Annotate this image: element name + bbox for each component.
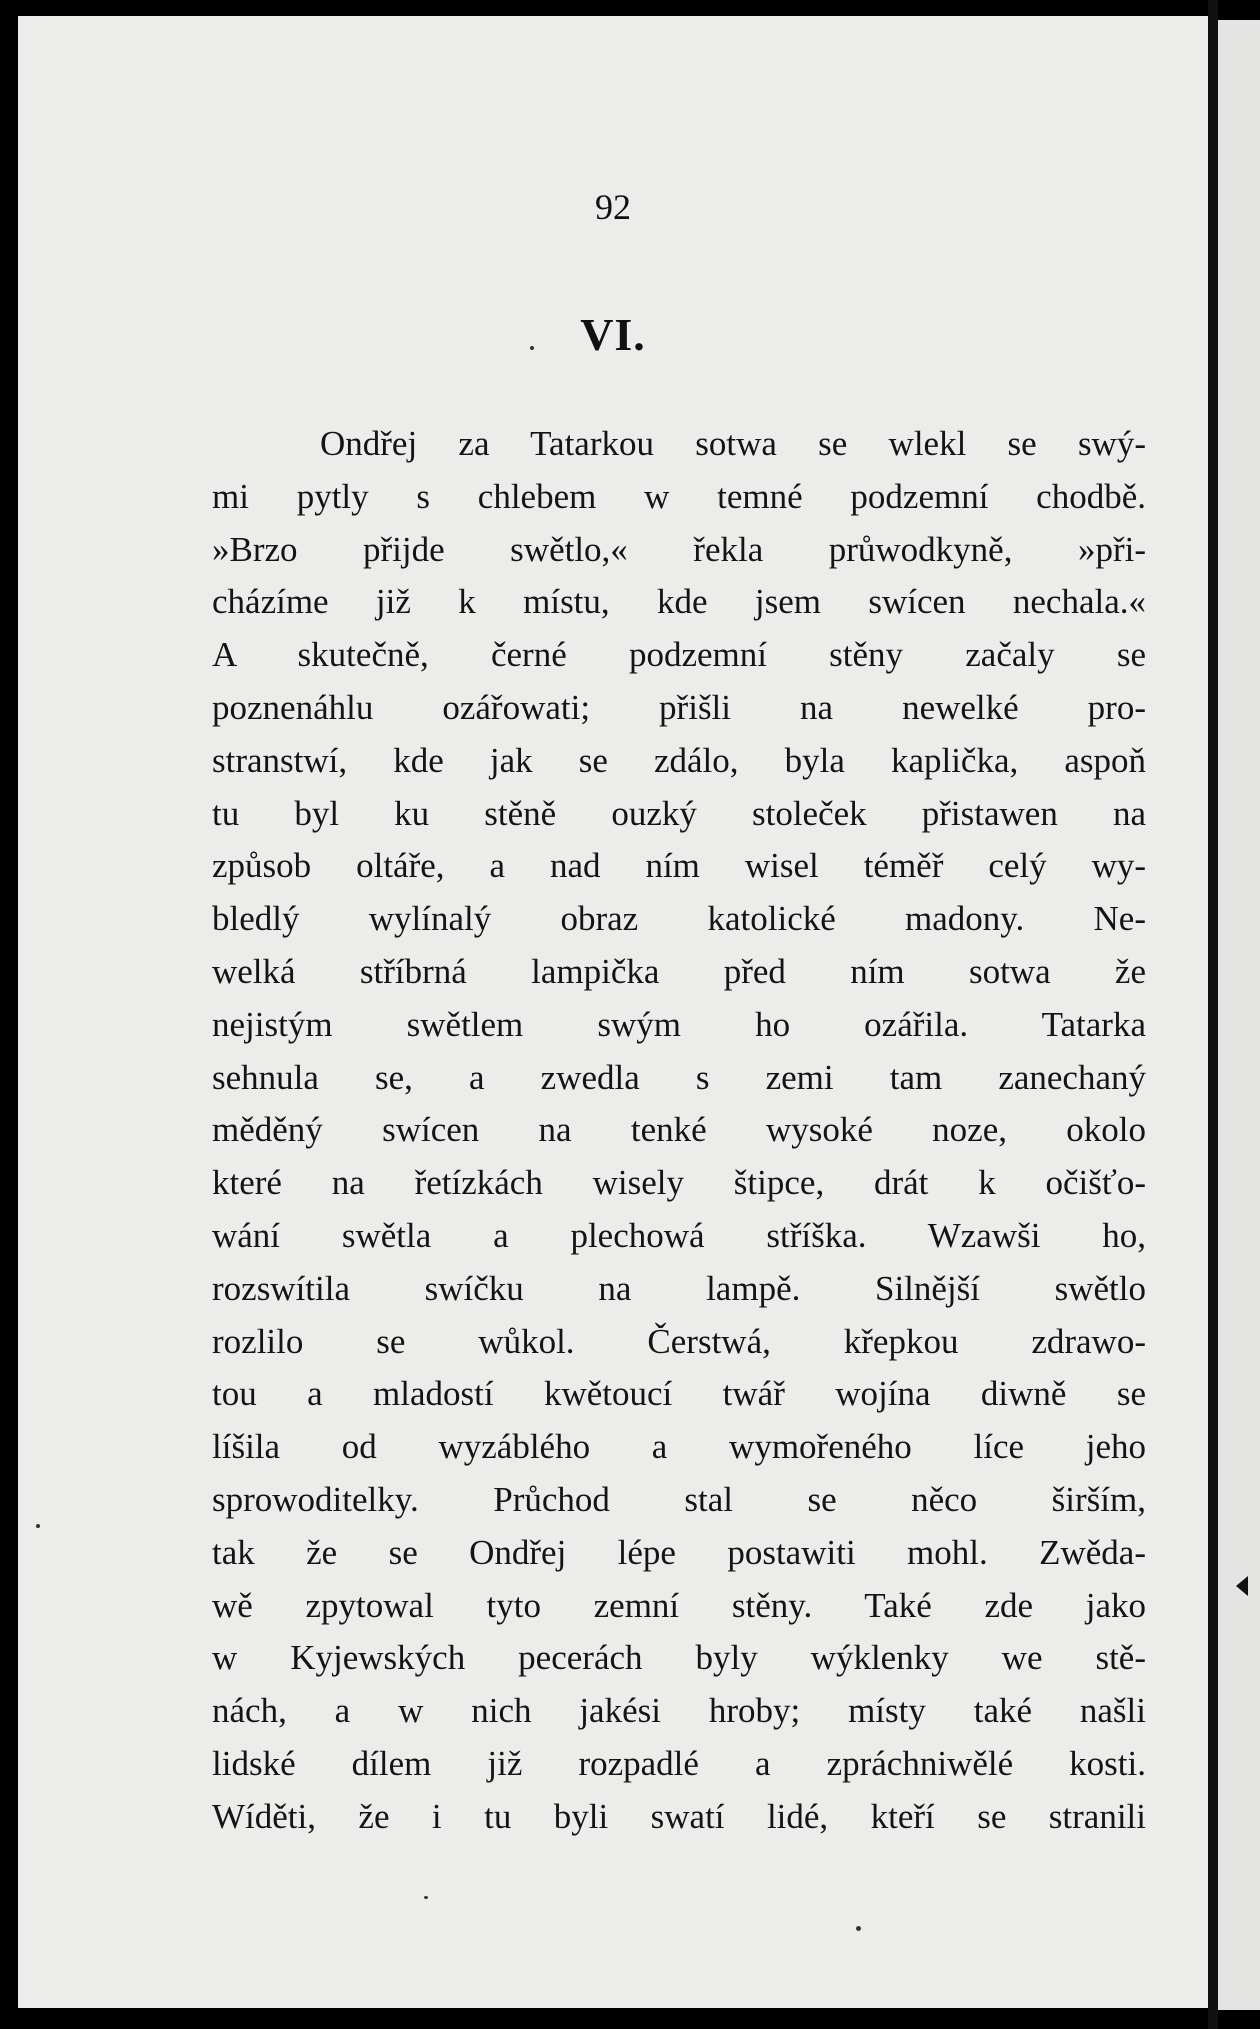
text-line: mi pytly s chlebem w temné podzemní chodbě. [212,476,1146,516]
text-line: lidské dílem již rozpadlé a zpráchniwělé kosti. [212,1743,1146,1783]
text-line: wě zpytowal tyto zemní stěny. Také zde jako [212,1585,1146,1625]
page-number: 92 [595,187,631,227]
text-line: Ondřej za Tatarkou sotwa se wlekl se swý- [320,424,1146,463]
text-line: tou a mladostí kwětoucí twář wojína diwně se [212,1374,1146,1414]
text-line: bledlý wylínalý obraz katolické madony. Ne- [212,899,1146,939]
chapter-heading: VI. [580,309,646,360]
paper-speck [530,346,534,350]
paper-speck [856,1926,861,1931]
adjacent-page-edge [1218,20,1260,2010]
text-line: způsob oltáře, a nad ním wisel téměř celý wy- [212,846,1146,886]
text-line: welká stříbrná lampička před ním sotwa že [212,951,1146,991]
text-line: líšila od wyzáblého a wymořeného líce jeho [212,1427,1146,1467]
paper-speck [36,1524,40,1528]
text-line: nách, a w nich jakési hroby; místy také našli [212,1691,1146,1731]
text-line: tak že se Ondřej lépe postawiti mohl. Zwěda- [212,1532,1146,1572]
paper-speck [424,1896,428,1899]
text-line: tu byl ku stěně ouzký stoleček přistawen na [212,793,1146,833]
text-line: rozlilo se wůkol. Čerstwá, křepkou zdrawo- [212,1321,1146,1361]
text-line: cházíme již k místu, kde jsem swícen nechala.« [212,582,1146,622]
text-line: které na řetízkách wisely štipce, drát k očišťo- [212,1163,1146,1203]
page-gutter [1208,0,1218,2029]
text-line: w Kyjewských pecerách byly wýklenky we stě- [212,1638,1146,1678]
text-line: rozswítila swíčku na lampě. Silnější swětlo [212,1268,1146,1308]
text-line: sehnula se, a zwedla s zemi tam zanechaný [212,1057,1146,1097]
book-page [18,16,1208,2008]
text-line: »Brzo přijde swětlo,« řekla průwodkyně, »při- [212,529,1146,569]
body-text [212,418,1146,1844]
page-edge-mark [1236,1576,1248,1596]
text-line: sprowoditelky. Průchod stal se něco širším, [212,1479,1146,1519]
text-line: poznenáhlu ozářowati; přišli na newelké pro- [212,687,1146,727]
text-line: A skutečně, černé podzemní stěny začaly se [212,635,1146,675]
text-line: měděný swícen na tenké wysoké noze, okolo [212,1110,1146,1150]
text-line: stranstwí, kde jak se zdálo, byla kaplička, aspoň [212,740,1146,780]
text-line: nejistým swětlem swým ho ozářila. Tatarka [212,1004,1146,1044]
text-line: wání swětla a plechowá stříška. Wzawši ho, [212,1215,1146,1255]
text-line: Wíděti, že i tu byli swatí lidé, kteří se stranili [212,1796,1146,1836]
